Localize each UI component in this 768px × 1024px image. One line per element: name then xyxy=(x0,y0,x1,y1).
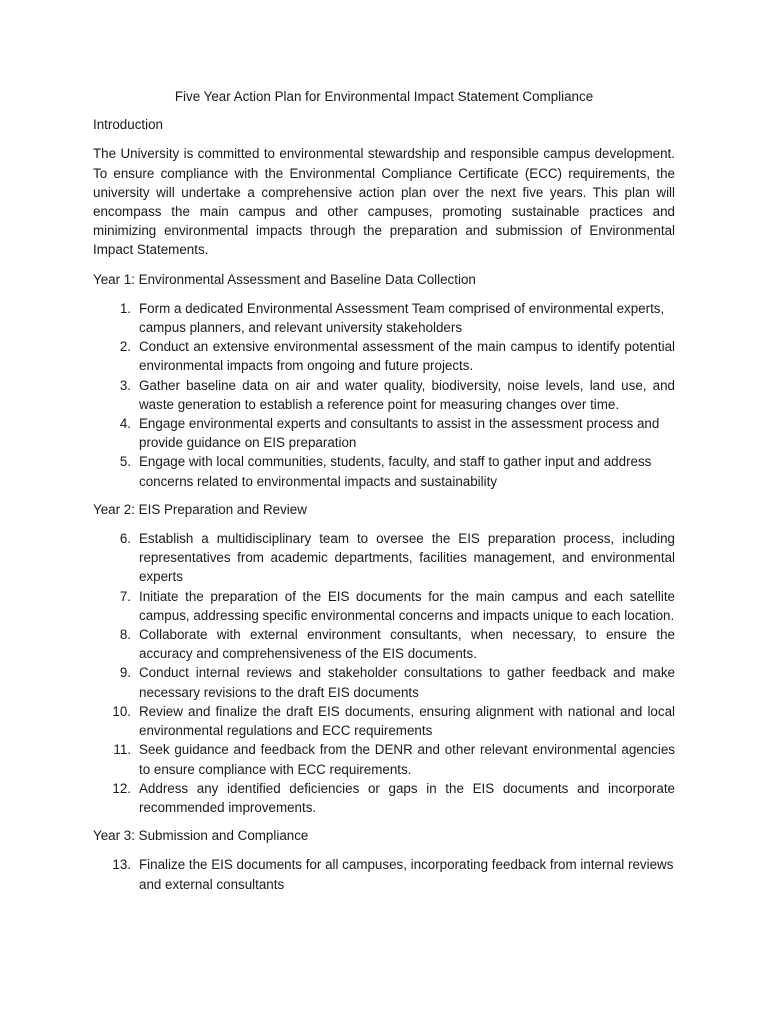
section-heading-year-1: Year 1: Environmental Assessment and Baseline Data Collection xyxy=(93,271,476,287)
list-item xyxy=(93,452,675,490)
section-heading-year-3: Year 3: Submission and Compliance xyxy=(93,828,309,844)
year-1-list xyxy=(93,299,675,491)
list-text: Review and finalize the draft EIS documents, ensuring alignment with national and local environmental regulations and ECC requirements xyxy=(139,703,675,739)
intro-heading: Introduction xyxy=(93,117,163,133)
list-number: 6. xyxy=(119,531,131,547)
list-item xyxy=(93,376,675,414)
list-number: 12. xyxy=(112,780,131,796)
list-text: Form a dedicated Environmental Assessment Team comprised of environmental experts, campus planners, and relevant university stakeholders xyxy=(139,300,665,336)
list-item xyxy=(93,855,675,893)
list-text: Conduct an extensive environmental assessment of the main campus to identify potential environmental impacts from ongoing and future projects. xyxy=(139,339,675,374)
list-item xyxy=(93,625,675,663)
list-number: 9. xyxy=(119,665,131,681)
list-number: 1. xyxy=(119,300,131,316)
list-item xyxy=(93,702,675,740)
list-text: Finalize the EIS documents for all campuses, incorporating feedback from internal reviews and external consultants xyxy=(139,857,674,892)
list-number: 13. xyxy=(112,857,131,873)
list-text: Address any identified deficiencies or gaps in the EIS documents and incorporate recommended improvements. xyxy=(139,780,675,815)
list-text: Engage with local communities, students, faculty, and staff to gather input and address concerns related to environmental impacts and sustainability xyxy=(139,454,652,489)
list-item xyxy=(93,663,675,701)
list-text: Initiate the preparation of the EIS documents for the main campus and each satellite campus, addressing specific environmental concerns and impacts unique to each location. xyxy=(139,588,675,623)
intro-paragraph: The University is committed to environmental stewardship and responsible campus development. To ensure compliance with the Environmental Compliance Certificate (ECC) requirements, the university will undertake a comprehensive action plan over the next five years. This plan will encompass the main campus and other campuses, promoting sustainable practices and minimizing environmental impacts through the preparation and submission of Environmental Impact Statements. xyxy=(93,146,675,258)
document-title: Five Year Action Plan for Environmental Impact Statement Compliance xyxy=(174,89,594,104)
list-number: 4. xyxy=(119,416,131,432)
list-number: 8. xyxy=(119,627,131,643)
list-number: 5. xyxy=(119,454,131,470)
list-item xyxy=(93,299,675,337)
list-text: Seek guidance and feedback from the DENR and other relevant environmental agencies to ensure compliance with ECC requirements. xyxy=(139,742,675,777)
list-number: 3. xyxy=(119,377,131,393)
list-item xyxy=(93,779,675,817)
list-text: Gather baseline data on air and water quality, biodiversity, noise levels, land use, and waste generation to establish a reference point for measuring changes over time. xyxy=(139,377,675,412)
section-heading-year-2: Year 2: EIS Preparation and Review xyxy=(93,501,307,517)
list-item xyxy=(93,414,675,452)
list-number: 7. xyxy=(119,588,131,604)
document-page xyxy=(93,87,675,903)
list-item xyxy=(93,529,675,587)
list-item xyxy=(93,740,675,778)
year-3-list xyxy=(93,855,675,893)
list-item xyxy=(93,337,675,375)
list-text: Engage environmental experts and consultants to assist in the assessment process and provide guidance on EIS preparation xyxy=(139,416,660,451)
list-item xyxy=(93,587,675,625)
list-number: 10. xyxy=(112,703,131,719)
year-2-list xyxy=(93,529,675,817)
list-text: Establish a multidisciplinary team to oversee the EIS preparation process, including representatives from academic departments, facilities management, and environmental experts xyxy=(139,531,675,585)
list-number: 2. xyxy=(119,339,131,355)
list-text: Collaborate with external environment consultants, when necessary, to ensure the accuracy and comprehensiveness of the EIS documents. xyxy=(139,627,675,662)
list-number: 11. xyxy=(113,742,131,758)
list-text: Conduct internal reviews and stakeholder consultations to gather feedback and make necessary revisions to the draft EIS documents xyxy=(139,665,675,700)
